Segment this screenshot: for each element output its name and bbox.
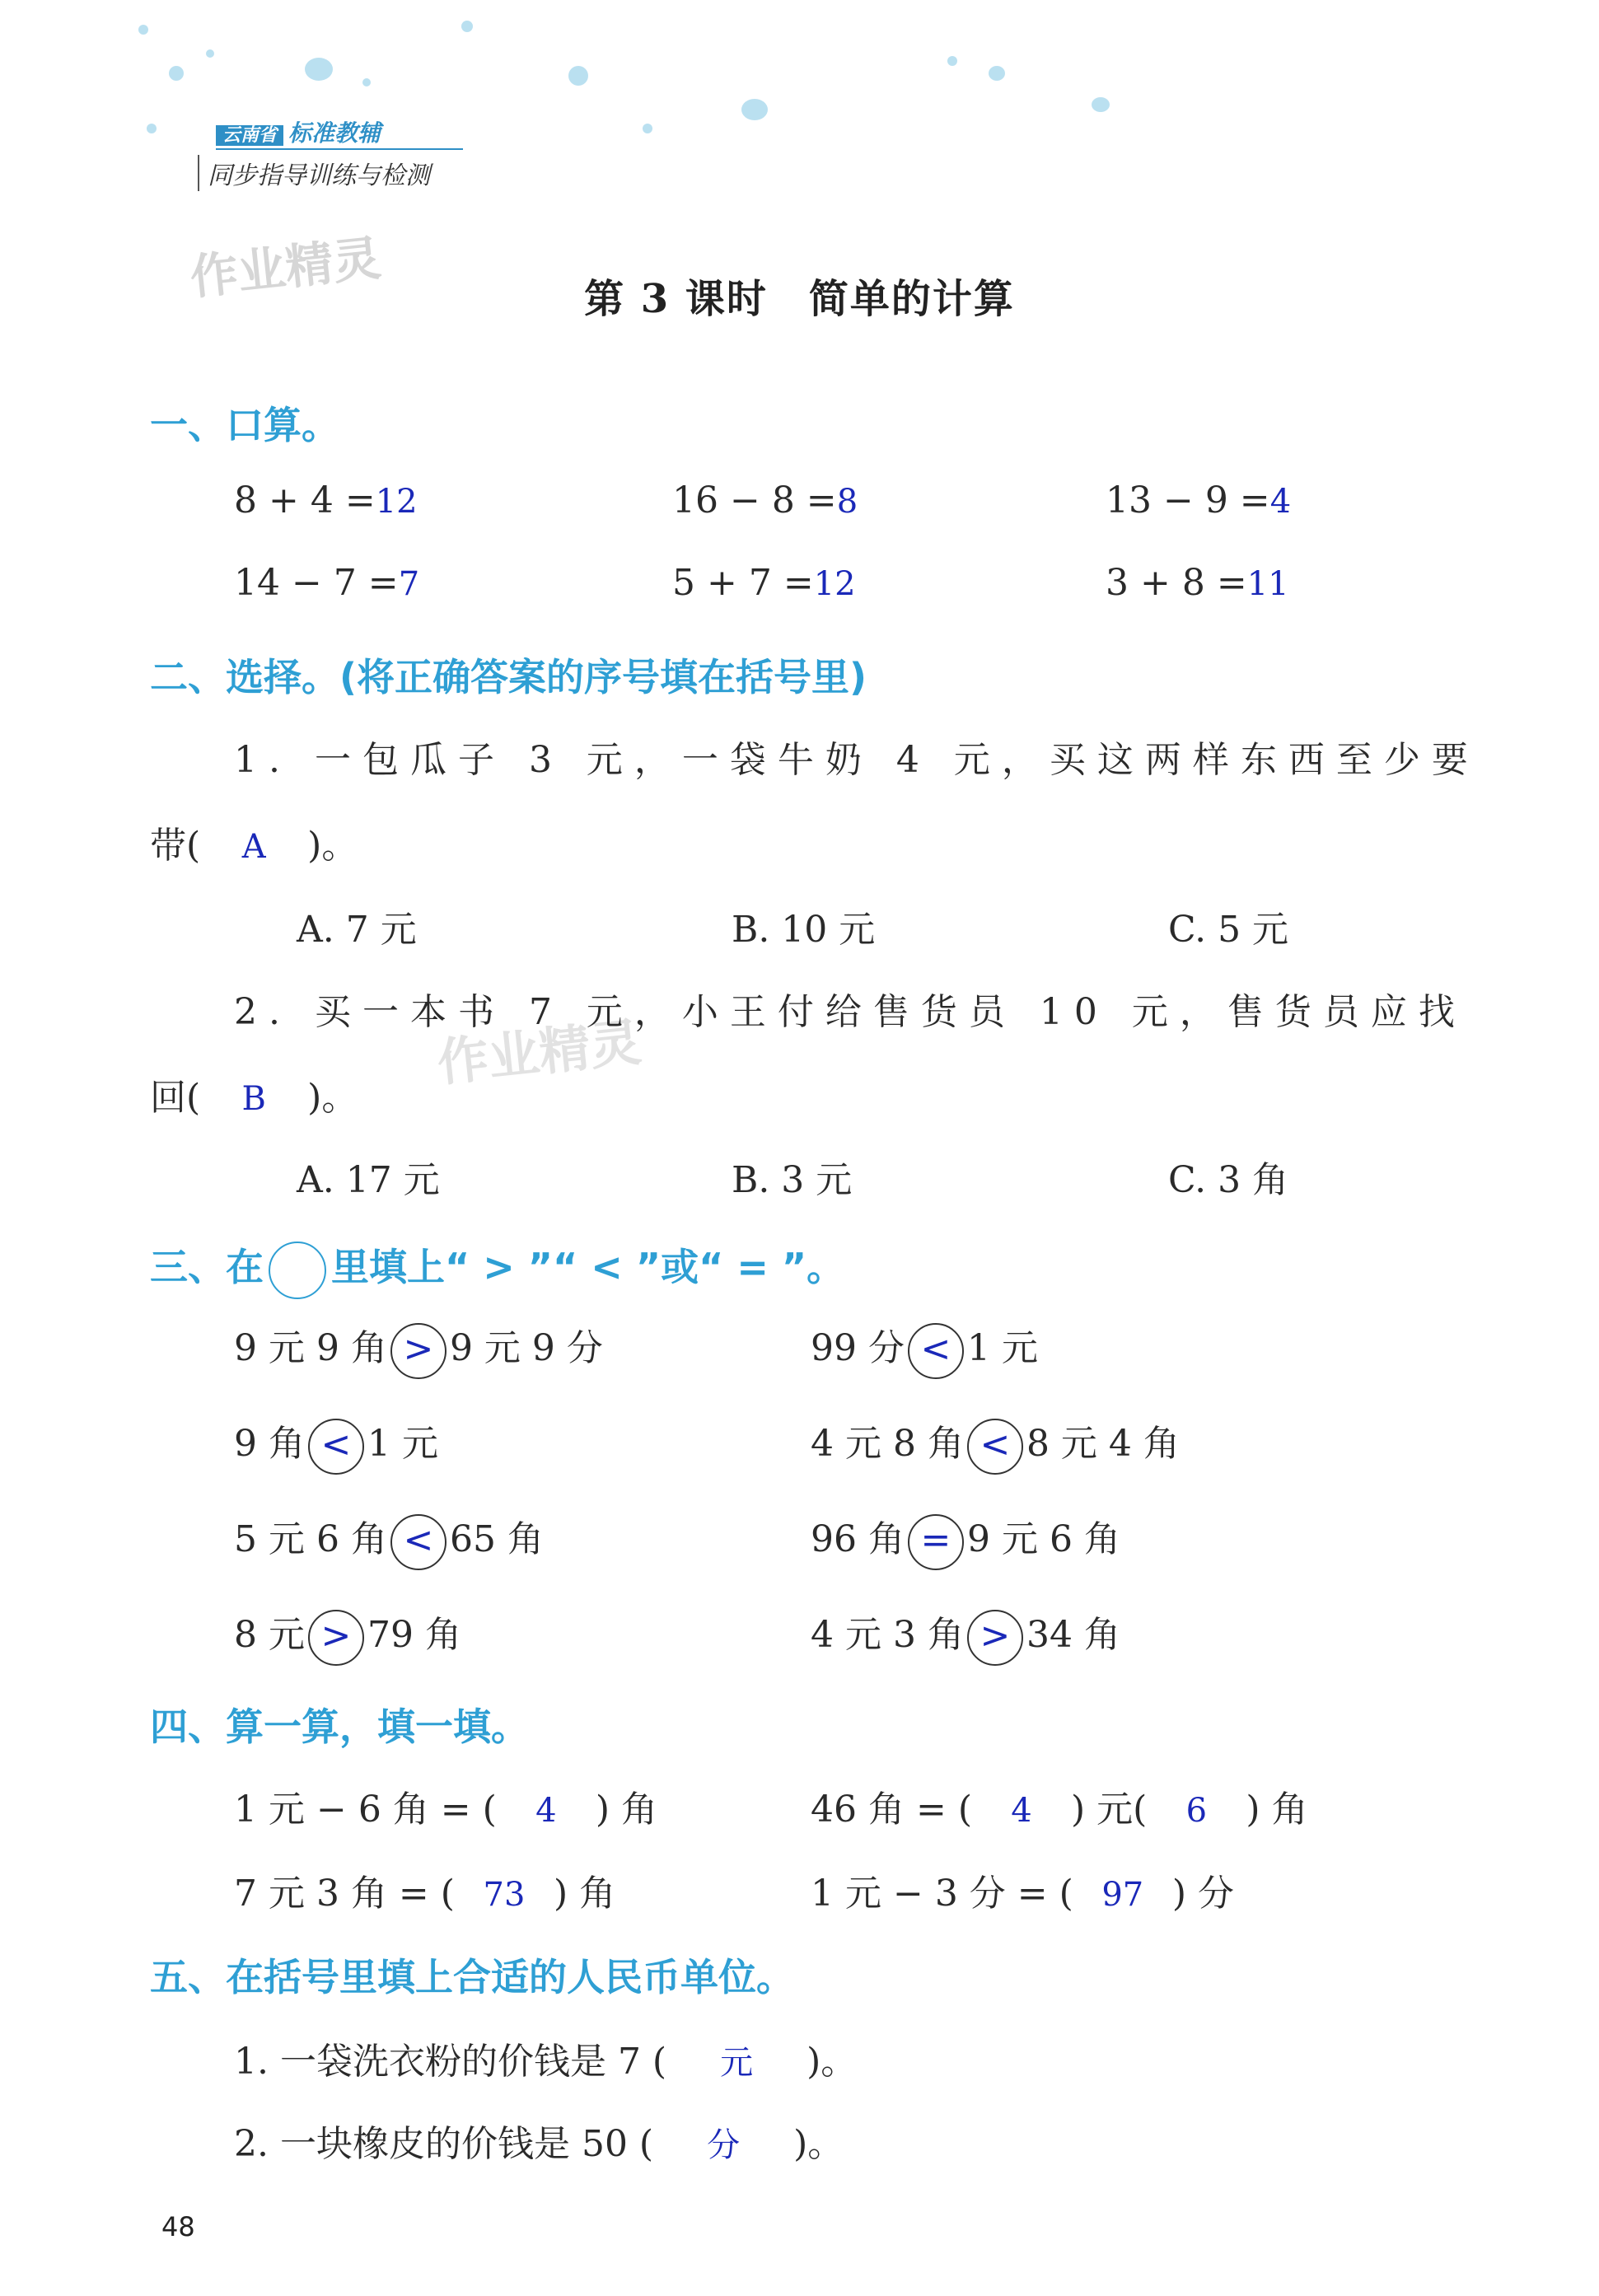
- choice-2-option-b: B. 3 元: [732, 1159, 853, 1201]
- unit-item-2: 2. 一块橡皮的价钱是 50 ( 分 )。: [234, 2123, 844, 2165]
- calc-item-3: 7 元 3 角 = ( 73 ) 角: [234, 1873, 616, 1915]
- choice-2-question: 2. 买一本书 7 元，小王付给售货员 10 元，售货员应找: [234, 991, 1466, 1033]
- brand-badge: 云南省: [216, 125, 283, 146]
- section-1-title: 一、口算。: [150, 403, 339, 447]
- compare-row-4: 4 元 8 角 < 8 元 4 角: [811, 1414, 1180, 1475]
- lesson-title: 第 3 课时 简单的计算: [584, 276, 1015, 322]
- section-5-title: 五、在括号里填上合适的人民币单位。: [150, 1955, 794, 1999]
- compare-row-7: 8 元 > 79 角: [234, 1605, 461, 1666]
- watermark: 作业精灵: [187, 230, 384, 306]
- compare-row-6: 96 角 = 9 元 6 角: [811, 1509, 1120, 1570]
- choice-1-option-b: B. 10 元: [732, 909, 876, 951]
- compare-row-3: 9 角 < 1 元: [234, 1414, 438, 1475]
- oral-item-1: 8 + 4 =12: [234, 479, 418, 521]
- brand-subtitle: 同步指导训练与检测: [198, 155, 430, 191]
- choice-1-option-c: C. 5 元: [1168, 909, 1289, 951]
- watermark: 作业精灵: [434, 1012, 644, 1093]
- choice-2-blank: 回( B )。: [150, 1077, 358, 1119]
- choice-2-option-c: C. 3 角: [1168, 1159, 1289, 1201]
- section-2-title: 二、选择。(将正确答案的序号填在括号里): [150, 655, 867, 699]
- compare-row-5: 5 元 6 角 < 65 角: [234, 1509, 544, 1570]
- calc-item-1: 1 元 − 6 角 = ( 4 ) 角: [234, 1789, 657, 1831]
- calc-item-2: 46 角 = ( 4 ) 元( 6 ) 角: [811, 1789, 1308, 1831]
- calc-item-4: 1 元 − 3 分 = ( 97 ) 分: [811, 1873, 1234, 1915]
- oral-item-2: 16 − 8 =8: [672, 479, 858, 521]
- unit-item-1: 1. 一袋洗衣粉的价钱是 7 ( 元 )。: [234, 2041, 858, 2083]
- compare-row-8: 4 元 3 角 > 34 角: [811, 1605, 1120, 1666]
- brand-logo: [216, 115, 463, 150]
- section-4-title: 四、算一算，填一填。: [150, 1704, 529, 1749]
- compare-row-1: 9 元 9 角 > 9 元 9 分: [234, 1318, 603, 1379]
- oral-item-6: 3 + 8 =11: [1106, 562, 1289, 604]
- oral-item-5: 5 + 7 =12: [672, 562, 856, 604]
- brand-name: 标准教辅: [288, 119, 381, 147]
- section-3-title: 三、在 里填上“ > ”“ < ”或“ = ”。: [150, 1237, 844, 1299]
- choice-1-option-a: A. 7 元: [297, 909, 417, 951]
- choice-2-option-a: A. 17 元: [297, 1159, 440, 1201]
- compare-row-2: 99 分 < 1 元: [811, 1318, 1038, 1379]
- page-number: 48: [161, 2211, 195, 2242]
- circle-blank-icon: [269, 1242, 326, 1299]
- choice-1-blank: 带( A )。: [150, 825, 358, 867]
- oral-item-4: 14 − 7 =7: [234, 562, 420, 604]
- choice-1-question: 1. 一包瓜子 3 元，一袋牛奶 4 元，买这两样东西至少要: [234, 739, 1480, 781]
- oral-item-3: 13 − 9 =4: [1106, 479, 1292, 521]
